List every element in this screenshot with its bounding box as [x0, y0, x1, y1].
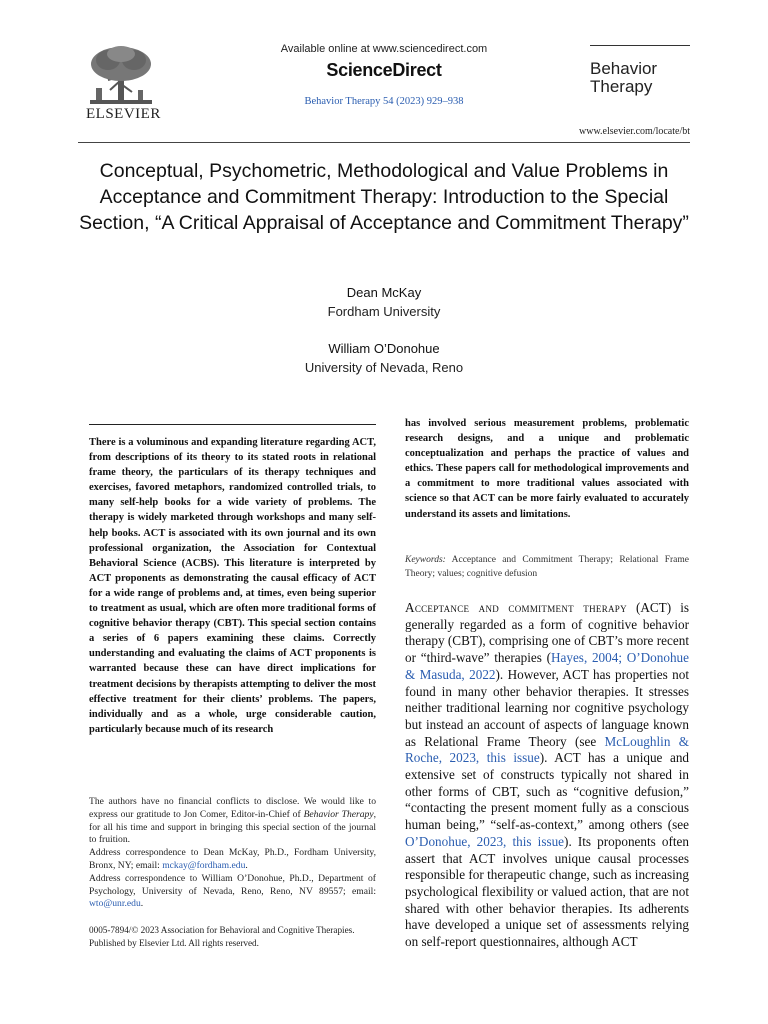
footnote-conflicts — [89, 796, 376, 847]
footnote-text: Address correspondence to Dean McKay, Ph.D., Fordham University, Bronx, NY; email: — [89, 847, 376, 871]
lead-in-smallcaps: Acceptance and commitment therapy — [405, 600, 627, 615]
publisher-logo-text: ELSEVIER — [86, 106, 161, 122]
copyright-line: 0005-7894/© 2023 Association for Behavioral and Cognitive Therapies. — [89, 925, 355, 935]
body-text-segment: ). ACT has a unique and extensive set of constructs typically not shared in other forms of CBT, such as “cognitive defusion,” “contacting the present moment fully as a conscious human being,” “self-as-context,” among others (see — [405, 750, 690, 833]
sciencedirect-logo[interactable]: ScienceDirect — [326, 60, 442, 80]
author-name: William O’Donohue — [328, 341, 440, 356]
keywords-list: Acceptance and Commitment Therapy; Relational Frame Theory; values; cognitive defusion — [405, 555, 689, 579]
abstract-text: There is a voluminous and expanding literature regarding ACT, from descriptions of its theory to its stated roots in relational frame theory, the particulars of its therapy techniques and exercises, favored metaphors, randomized controlled trials, to many self-help books for a wide variety of problems. The therapy is widely marketed through workshops and many self-help books. ACT is associated with its own journal and its own professional organization, the Association for Contextual Behavioral Science (ACBS). This literature is interpreted by ACT proponents as demonstrating the causal efficacy of ACT for a wide range of problems and, at times, even being superior to treatment as usual, which are often more traditional forms of cognitive behavior therapy (CBT). This special section contains a series of 6 papers examining these claims. Correctly understanding and evaluating the claims of ACT proponents is warranted because these can have direct implications for treatment decisions by therapists attempting to deliver the most effective treatment for their clients’ problems. The papers, individually and as a whole, urge considerable caution, particularly because much of its research — [89, 437, 376, 735]
citation-link[interactable]: O’Donohue, 2023, this issue — [405, 833, 565, 849]
citation-link[interactable]: McLoughlin & Roche, 2023, this issue — [405, 733, 689, 766]
journal-url[interactable]: www.elsevier.com/locate/bt — [579, 126, 690, 137]
footnote-text: , for all his time and support in bringing this special section of the journal to fruition. — [89, 808, 376, 846]
copyright-notice — [89, 924, 376, 950]
journal-citation[interactable]: Behavior Therapy 54 (2023) 929–938 — [304, 96, 464, 107]
journal-title-rule — [590, 45, 690, 46]
author-footnote — [89, 796, 376, 911]
footnote-text: . — [245, 859, 248, 871]
footnote-address — [89, 873, 376, 911]
keywords — [405, 554, 689, 581]
footnote-address — [89, 847, 376, 873]
email-link[interactable]: mckay@fordham.edu — [162, 859, 246, 871]
author-affiliation: University of Nevada, Reno — [304, 360, 464, 375]
citation-link[interactable]: Hayes, 2004; O’Donohue & Masuda, 2022 — [405, 650, 689, 682]
keywords-label: Keywords: — [405, 555, 446, 565]
available-online-text: Available online at www.sciencedirect.com — [280, 43, 488, 55]
email-link[interactable]: wto@unr.edu — [89, 898, 141, 910]
journal-name: Behavior Therapy — [590, 59, 658, 96]
article-title: Conceptual, Psychometric, Methodological and Value Problems in Acceptance and Commitment Therapy: Introduction to the Special Section, “A Critical Appraisal of Acceptance and Commitment Therapy” — [79, 160, 689, 234]
footnote-journal-name: Behavior Therapy — [303, 808, 374, 820]
author-name: Dean McKay — [346, 285, 422, 300]
body-text-segment: ). Its proponents often assert that ACT involves unique causal processes responsible for therapeutic change, such as increasing psychological flexibility or valued action, that are not shared with other behavior therapies. Its adherents have developed a unique set of assessments relying on self-report questionnaires, although ACT — [405, 833, 689, 950]
body-paragraph — [405, 600, 689, 951]
author-affiliation: Fordham University — [327, 304, 441, 319]
body-text-segment: (ACT) is generally regarded as a form of cognitive behavior therapy (CBT), comprising one of CBT’s more recent or “third-wave” therapies ( — [405, 600, 689, 666]
footnote-text: Address correspondence to William O’Donohue, Ph.D., Department of Psychology, University of Nevada, Reno, Reno, NV 89557; email: — [89, 872, 376, 897]
copyright-line: Published by Elsevier Ltd. All rights reserved. — [89, 938, 259, 948]
footnote-text: . — [140, 898, 144, 910]
header-divider — [78, 142, 690, 143]
abstract-text-continued: has involved serious measurement problems, problematic research designs, and a unique and problematic conceptualization and perhaps the practice of values and ethics. These papers call for methodological improvements and a commitment to more traditional values associated with science so that ACT can be more fairly evaluated to accurately understand its assets and limitations. — [405, 418, 689, 520]
body-text-segment: ). However, ACT has properties not found in many other behavior therapies. It stresses neither traditional learning nor cognitive psychology but instead an account of aspects of language known as Relational Frame Theory (see — [405, 666, 689, 749]
footnote-text: The authors have no financial conflicts to disclose. We would like to express our gratitude to Jon Comer, Editor-in-Chief of — [89, 796, 376, 820]
abstract-divider — [89, 424, 376, 425]
